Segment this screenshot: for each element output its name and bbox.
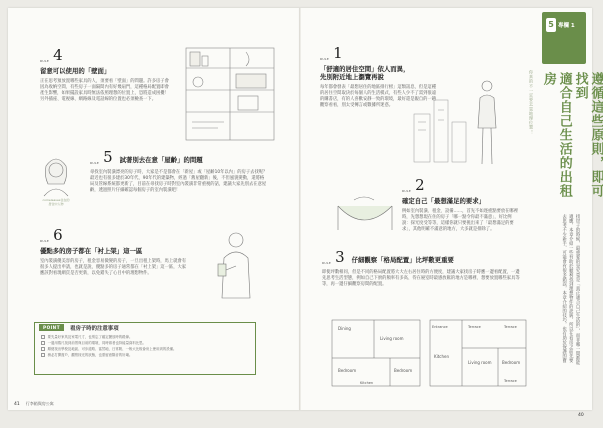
tips-title: 看房子時的注意事項 [70,325,119,332]
rule-title: 確定自己「最想滿足的要求」 [402,197,486,205]
plan-label: Dining [338,326,351,331]
footer-title: 行李箱與房公寓 [25,401,54,406]
rule-number: 3 [335,248,345,266]
caption-line-2: 居住中人物 [48,202,64,206]
rule-body: 尋找室內裝潢漂亮的房子時，大家是不是都會在「新屋」或「屋齡10年以內」的房子去找呢？最近也有很多建於30年代、90年代的建築物，經過「舊屋翻新」後，不但風貌變動，還將格局及管線系統都更新了，目前在尋找房子時對室內裝潢非常重視的話，建議大家先別去在意屋齡，透過照片仔細確認每個房子的室內裝潢吧！ [90,170,268,194]
rule-number: 5 [103,148,113,166]
column-body-line: 去思考不少新手，可能會有很多錯誤，本章介紹的技巧，也有助於保護的寶 [561,214,567,363]
rule-title-line-1: 「舒適的居住空間」依人而異， [320,65,410,73]
rule-4 [40,48,170,103]
column-tab [542,12,586,64]
rule-tag: RULE [320,57,330,61]
floorplan-2 [428,318,528,390]
checkbox-icon[interactable] [41,341,45,345]
rule-number: 6 [53,226,63,244]
rule-title: 留意可以使用的「壁面」 [40,67,111,75]
buildings-illustration [412,94,468,164]
tip-text: 要先量好家具及家電尺寸，也別忘了確定擺放時的路線。 [47,335,133,339]
chapter-icon: 5 [546,18,556,32]
column-heading [540,72,603,210]
tip-text: 務必打開窗戶，觀察採光的狀態，也需留意隔音的好壞。 [47,352,133,357]
tips-header [35,323,257,332]
page-number: 41 [14,401,20,407]
couch-illustration [334,186,396,234]
plan-label: Bedroom [394,368,413,373]
rule-body: 即使坪數相同，但是不同的格局配置將大大左右居住時的方便度，建議大家找房子時應一邊看配置，一邊先思考生活型態，例如自己下廚的頻率有多高、待在寢室時最感放鬆的地方是哪裡、想要放置哪些家具等等，再一邊仔細觀察房間的配置。 [322,270,520,288]
rule-number: 2 [415,176,425,194]
column-body [560,214,580,404]
checkbox-icon[interactable] [41,335,45,339]
tips-box [34,322,256,375]
rule-body: 例如室內裝潢、租金、設備……，首先不如逐重點要放在哪裡時，先想想現在住的房子「哪一點令你最不滿意」，好比例說：探光度受等等，這樣你就只要挑出來了「最想滿足的要求」，其他明確不滿意的地方，大多就是排除了。 [402,209,519,233]
shelf-illustration [176,38,286,146]
tip-item[interactable] [41,341,253,345]
woman-illustration [36,152,76,196]
floorplan-1 [330,318,422,390]
plan-label: Bedroom [502,360,521,365]
rule-title: 試著別去在意「屋齡」的問題 [119,156,203,164]
column-heading-line-2: 適合自己生活的出租房 [540,72,572,198]
plan-label: Living room [468,360,492,365]
rule-number: 4 [53,46,63,64]
column-body-line: 適應，本章介紹一些有助於順利找到理想物件的訣竅，所以在看房之前先要 [568,214,574,363]
rule-tag: RULE [90,161,100,165]
rule-body: 每年都會發表「最想居住的地區排行榜」這類訊息，但是這種的居住空間取決於每個人的生活模式，有些人少不了需到很遠的購書店，有的人喜歡安靜一致的環境，最好還是親自的一趟觀察看看，別太受傳言或數據所迷惑。 [320,85,437,109]
plan-label: Living room [380,336,404,341]
checkbox-icon[interactable] [41,347,45,351]
plan-label: Entrance [432,325,448,329]
plan-label: Terrace [504,325,517,329]
left-footer [14,401,54,407]
rule-title: 優點多的房子都在「衬上架」這一區 [40,247,143,255]
plan-label: Kitchen [360,381,374,385]
tip-item[interactable] [41,353,253,357]
illustration-caption [32,198,80,206]
rule-tag: RULE [402,189,412,193]
plan-label: Terrace [468,325,481,329]
right-footer [578,401,584,420]
tip-item[interactable] [41,347,253,351]
rule-2 [402,178,520,233]
checkbox-icon[interactable] [41,353,45,357]
rule-tag: RULE [322,261,332,265]
rule-6 [40,228,190,277]
plan-label: Kitchen [434,354,450,359]
gutter [299,8,301,410]
tips-list [41,335,253,359]
rule-tag: RULE [40,59,50,63]
plan-label: Bedroom [338,368,357,373]
column-subtitle: 你真的不一定要去買地理位置！ [529,70,534,135]
rule-number: 1 [333,44,343,62]
column-heading-line-1: 遵循這些原則，即可找到 [572,72,603,198]
rule-title-line-2: 先別附近地上瀏覽再說 [320,73,384,81]
tip-item[interactable] [41,335,253,339]
rule-body: 正在思考預放置哪些家具的人，須要看「壁面」的問題。許多房子會因為收納空間、有些房子一面隔間內有好幾扇門，這種格局配置即會產生影響，如果擺設家具時無法依照理想的位置上，恐將造成困擾！另外插座、電視線、網路線及電話線的位置也必須檢查一下。 [40,79,169,103]
man-phone-illustration [208,228,262,308]
plan-label: Terrace [504,379,517,383]
rule-3 [322,250,522,288]
tip-text: 順便找出學校及地區、可步道路、當然地、日常吸、一般大比較會房上使用到的設備。 [47,346,177,351]
caption-line-1: comeleaves住在的 [42,198,70,202]
rule-tag: RULE [40,239,50,243]
tips-label: POINT [39,324,64,332]
rule-body: 室內裝潢優美容的房子，租金容易微變的房子，一旦出租上架時，馬上就會有很多人提出申請，也就是說，優點多的房子通常都在「衬上架」這一區，大家應該對看現網頁是否更新，以免錯失了心目中的理想物件。 [40,259,187,277]
rule-5 [90,150,268,194]
column-label: 專欄 1 [558,23,575,29]
standing-woman-illustration [472,78,502,168]
page-number: 40 [578,413,584,418]
column-body-line: 找房子的時候，最重要的是究竟是「真正適合自己生活的」，而非哪一間都能 [574,214,580,365]
tip-text: 一邊用捲尺找到前景與目前的環境，同時兩者也持能量資料比思。 [47,340,146,345]
rule-title: 仔細觀察「格局配置」比坪數更重要 [351,256,454,264]
